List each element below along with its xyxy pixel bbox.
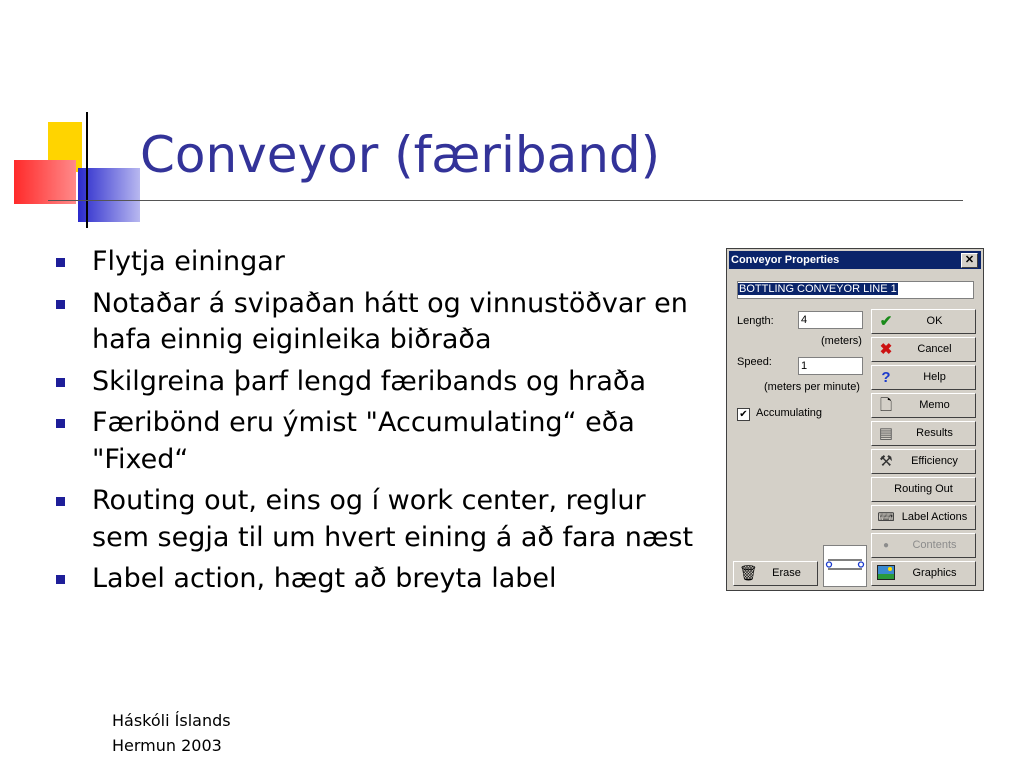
bullet-marker (56, 258, 65, 267)
label-actions-button[interactable] (871, 505, 976, 530)
accumulating-label: Accumulating (756, 407, 823, 419)
tools-icon: ⚒ (879, 453, 893, 470)
efficiency-button-label: Efficiency (911, 455, 958, 467)
contents-button[interactable] (871, 533, 976, 558)
erase-button-label: Erase (772, 567, 801, 579)
bullet-list (56, 244, 696, 603)
bullet-text: Flytja einingar (92, 246, 285, 277)
deco-red-square (14, 160, 76, 204)
dot-icon: ● (882, 540, 890, 551)
x-icon: ✖ (879, 341, 893, 358)
ok-button-label: OK (926, 315, 943, 327)
memo-button[interactable] (871, 393, 976, 418)
accumulating-checkbox[interactable]: ✔ (737, 408, 750, 421)
bullet-item (56, 561, 696, 598)
footer-institution: Háskóli Íslands (112, 711, 231, 730)
bullet-item (56, 286, 696, 359)
bullet-item (56, 244, 696, 281)
bullet-text: Notaðar á svipaðan hátt og vinnustöðvar en hafa einnig eiginleika biðraða (92, 287, 688, 355)
conveyor-name-field[interactable] (737, 281, 974, 299)
title-divider (48, 200, 963, 201)
cancel-button-label: Cancel (917, 343, 952, 355)
picture-icon (877, 565, 895, 582)
close-button[interactable]: ✕ (961, 253, 978, 268)
graphics-button-label: Graphics (912, 567, 957, 579)
routing-out-button[interactable] (871, 477, 976, 502)
dialog-titlebar (729, 251, 981, 269)
memo-button-label: Memo (919, 399, 950, 411)
help-button-label: Help (923, 371, 946, 383)
speed-input[interactable]: 1 (798, 357, 863, 375)
clipboard-icon: ▤ (878, 425, 894, 442)
bullet-marker (56, 497, 65, 506)
conveyor-name-value: BOTTLING CONVEYOR LINE 1 (739, 283, 897, 295)
dialog-title: Conveyor Properties (731, 254, 840, 266)
bullet-text: Routing out, eins og í work center, reglur sem segja til um hvert eining á að fara næst (92, 485, 694, 553)
routing-out-button-label: Routing Out (894, 483, 953, 495)
conveyor-graphic-preview (823, 545, 867, 587)
length-unit: (meters) (821, 335, 862, 347)
footer-course: Hermun 2003 (112, 736, 222, 755)
question-icon: ? (881, 369, 891, 386)
bullet-text: Færibönd eru ýmist "Accumulating“ eða "Fixed“ (92, 407, 635, 475)
bullet-item (56, 364, 696, 401)
bullet-item (56, 483, 696, 556)
bullet-item (56, 405, 696, 478)
keyboard-icon: ⌨ (877, 510, 895, 524)
ok-button[interactable] (871, 309, 976, 334)
bullet-text: Label action, hægt að breyta label (92, 563, 557, 594)
slide-footer (112, 708, 231, 758)
slide-title: Conveyor (færiband) (140, 126, 661, 184)
results-button[interactable] (871, 421, 976, 446)
bullet-marker (56, 575, 65, 584)
deco-vertical-line (86, 112, 88, 228)
checkmark-icon: ✔ (879, 313, 893, 330)
graphics-button[interactable] (871, 561, 976, 586)
contents-button-label: Contents (912, 539, 957, 551)
bullet-text: Skilgreina þarf lengd færibands og hraða (92, 365, 647, 397)
help-button[interactable] (871, 365, 976, 390)
length-input[interactable]: 4 (798, 311, 863, 329)
speed-label: Speed: (737, 356, 772, 368)
speed-unit: (meters per minute) (764, 381, 860, 393)
page-icon: 🗋 (879, 397, 893, 414)
label-actions-button-label: Label Actions (901, 511, 968, 523)
results-button-label: Results (916, 427, 953, 439)
bullet-marker (56, 378, 65, 387)
erase-button[interactable] (733, 561, 818, 586)
cancel-button[interactable] (871, 337, 976, 362)
bullet-marker (56, 300, 65, 309)
bullet-marker (56, 419, 65, 428)
conveyor-properties-dialog (726, 248, 984, 591)
length-label: Length: (737, 315, 774, 327)
efficiency-button[interactable] (871, 449, 976, 474)
trash-icon: 🗑 (739, 565, 759, 582)
